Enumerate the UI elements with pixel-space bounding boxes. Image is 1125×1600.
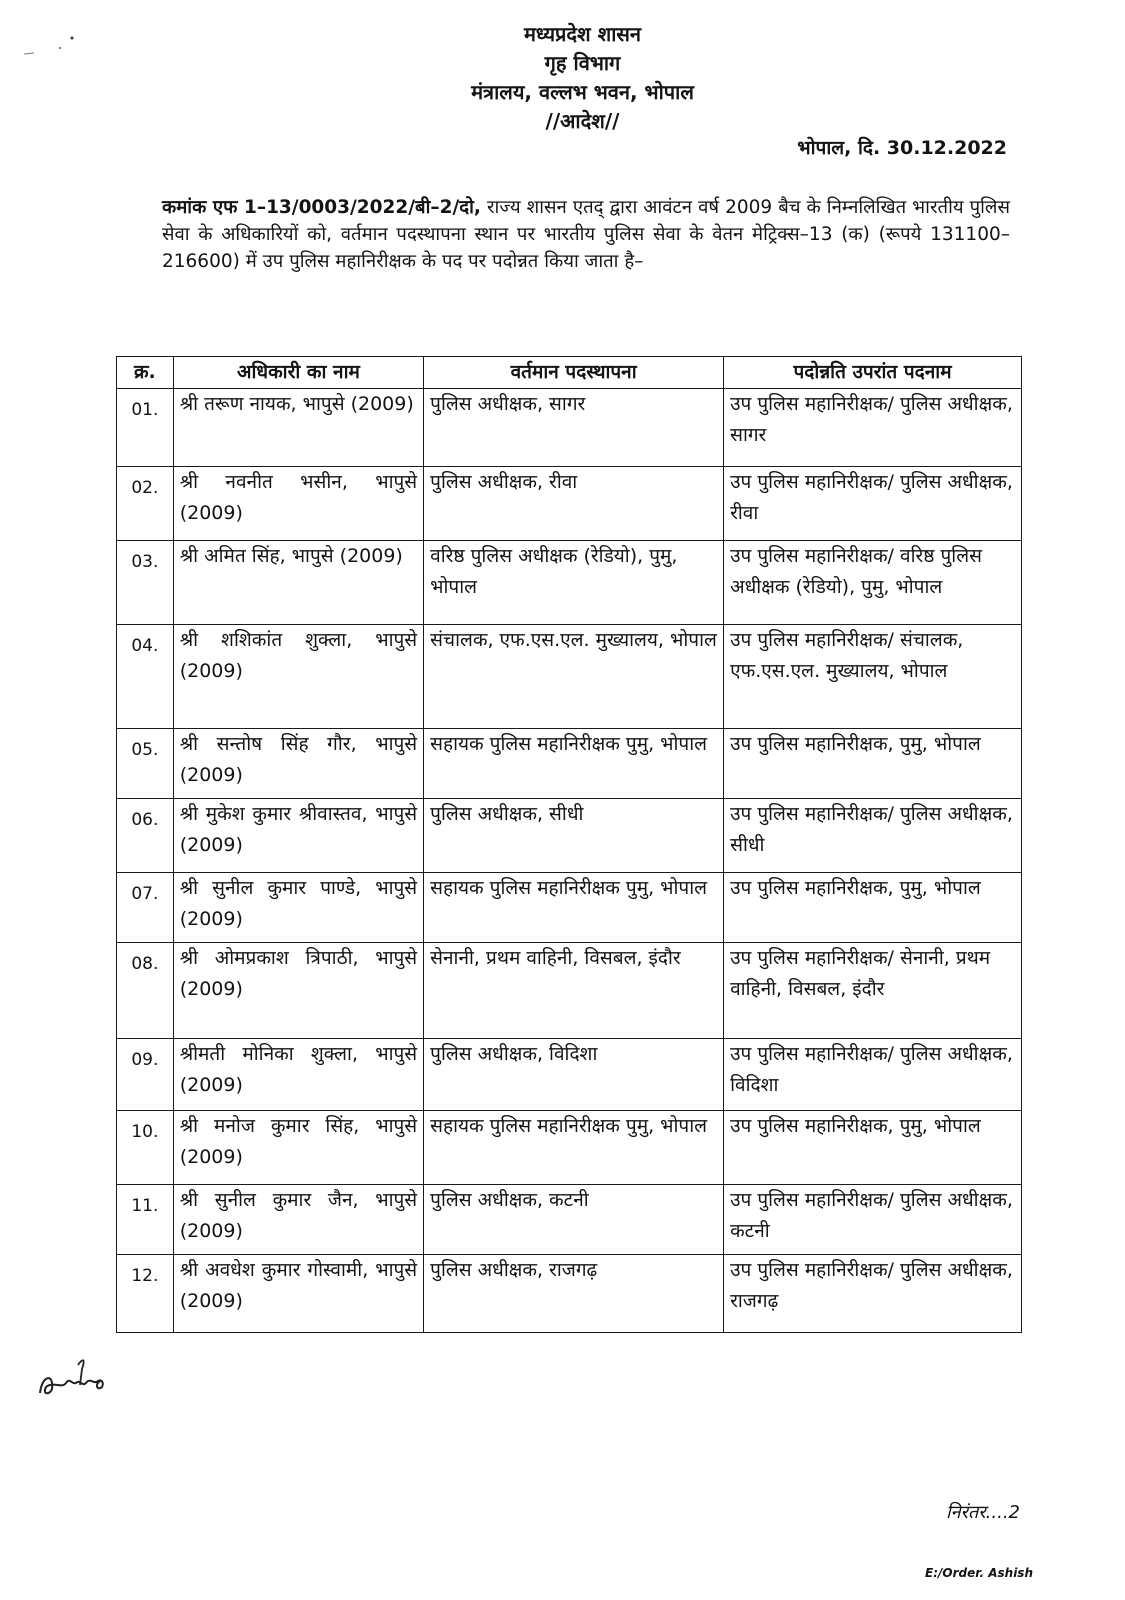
order-reference-number: कमांक एफ 1–13/0003/2022/बी–2/दो, <box>162 197 481 218</box>
officer-name-cell: श्री ओमप्रकाश त्रिपाठी, भापुसे (2009) <box>173 943 423 1039</box>
table-row <box>117 1039 1022 1111</box>
officer-name-cell: श्री अमित सिंह, भापुसे (2009) <box>173 541 423 625</box>
officer-name-cell: श्रीमती मोनिका शुक्ला, भापुसे (2009) <box>173 1039 423 1111</box>
table-row <box>117 1185 1022 1255</box>
table-row <box>117 467 1022 541</box>
serial-number-cell: 08. <box>117 943 174 1039</box>
promoted-designation-cell: उप पुलिस महानिरीक्षक/ पुलिस अधीक्षक, कटनी <box>724 1185 1022 1255</box>
officer-name-cell: श्री नवनीत भसीन, भापुसे (2009) <box>173 467 423 541</box>
serial-number-cell: 06. <box>117 799 174 873</box>
current-posting-cell: सेनानी, प्रथम वाहिनी, विसबल, इंदौर <box>424 943 724 1039</box>
current-posting-cell: पुलिस अधीक्षक, सीधी <box>424 799 724 873</box>
ministry-address: मंत्रालय, वल्लभ भवन, भोपाल <box>471 80 694 104</box>
current-posting-cell: पुलिस अधीक्षक, कटनी <box>424 1185 724 1255</box>
header-officer-name: अधिकारी का नाम <box>173 357 423 389</box>
promoted-designation-cell: उप पुलिस महानिरीक्षक/ संचालक, एफ.एस.एल. मुख्यालय, भोपाल <box>724 625 1022 729</box>
serial-number-cell: 07. <box>117 873 174 943</box>
table-row <box>117 729 1022 799</box>
serial-number-cell: 01. <box>117 389 174 467</box>
table-row <box>117 799 1022 873</box>
serial-number-cell: 04. <box>117 625 174 729</box>
promoted-designation-cell: उप पुलिस महानिरीक्षक/ पुलिस अधीक्षक, रीवा <box>724 467 1022 541</box>
serial-number-cell: 10. <box>117 1111 174 1185</box>
serial-number-cell: 12. <box>117 1255 174 1333</box>
promoted-designation-cell: उप पुलिस महानिरीक्षक/ पुलिस अधीक्षक, राजगढ़ <box>724 1255 1022 1333</box>
letterhead <box>0 20 1125 136</box>
current-posting-cell: सहायक पुलिस महानिरीक्षक पुमु, भोपाल <box>424 873 724 943</box>
current-posting-cell: पुलिस अधीक्षक, रीवा <box>424 467 724 541</box>
officer-name-cell: श्री मुकेश कुमार श्रीवास्तव, भापुसे (2009) <box>173 799 423 873</box>
current-posting-cell: पुलिस अधीक्षक, विदिशा <box>424 1039 724 1111</box>
officer-name-cell: श्री सुनील कुमार जैन, भापुसे (2009) <box>173 1185 423 1255</box>
officer-name-cell: श्री शशिकांत शुक्ला, भापुसे (2009) <box>173 625 423 729</box>
serial-number-cell: 11. <box>117 1185 174 1255</box>
promotion-table <box>116 356 1022 1333</box>
officer-name-cell: श्री मनोज कुमार सिंह, भापुसे (2009) <box>173 1111 423 1185</box>
file-reference: E:/Order. Ashish <box>925 1566 1033 1580</box>
current-posting-cell: सहायक पुलिस महानिरीक्षक पुमु, भोपाल <box>424 1111 724 1185</box>
officer-name-cell: श्री अवधेश कुमार गोस्वामी, भापुसे (2009) <box>173 1255 423 1333</box>
promoted-designation-cell: उप पुलिस महानिरीक्षक, पुमु, भोपाल <box>724 729 1022 799</box>
promoted-designation-cell: उप पुलिस महानिरीक्षक/ पुलिस अधीक्षक, सागर <box>724 389 1022 467</box>
table-row <box>117 943 1022 1039</box>
promoted-designation-cell: उप पुलिस महानिरीक्षक, पुमु, भोपाल <box>724 873 1022 943</box>
handwritten-signature <box>32 1355 122 1405</box>
serial-number-cell: 05. <box>117 729 174 799</box>
officer-name-cell: श्री सुनील कुमार पाण्डे, भापुसे (2009) <box>173 873 423 943</box>
table-row <box>117 625 1022 729</box>
order-date: भोपाल, दि. 30.12.2022 <box>797 137 1007 159</box>
current-posting-cell: पुलिस अधीक्षक, राजगढ़ <box>424 1255 724 1333</box>
current-posting-cell: सहायक पुलिस महानिरीक्षक पुमु, भोपाल <box>424 729 724 799</box>
header-serial: क्र. <box>117 357 174 389</box>
officer-name-cell: श्री सन्तोष सिंह गौर, भापुसे (2009) <box>173 729 423 799</box>
current-posting-cell: वरिष्ठ पुलिस अधीक्षक (रेडियो), पुमु, भोपाल <box>424 541 724 625</box>
table-row <box>117 1255 1022 1333</box>
header-current-posting: वर्तमान पदस्थापना <box>424 357 724 389</box>
current-posting-cell: पुलिस अधीक्षक, सागर <box>424 389 724 467</box>
order-paragraph <box>162 194 1010 275</box>
government-title: मध्यप्रदेश शासन <box>523 22 642 46</box>
order-text: राज्य शासन एतद् द्वारा आवंटन वर्ष 2009 बैच के निम्नलिखित भारतीय पुलिस सेवा के अधिकारियों को, वर्तमान पदस्थापना स्थान पर भारतीय पुलिस सेवा के वेतन मेट्रिक्स–13 (क) (रूपये 131100–216600) में उप पुलिस महानिरीक्षक के पद पर पदोन्नत किया जाता है– <box>162 197 1010 272</box>
promoted-designation-cell: उप पुलिस महानिरीक्षक/ पुलिस अधीक्षक, विदिशा <box>724 1039 1022 1111</box>
serial-number-cell: 09. <box>117 1039 174 1111</box>
promoted-designation-cell: उप पुलिस महानिरीक्षक/ सेनानी, प्रथम वाहिनी, विसबल, इंदौर <box>724 943 1022 1039</box>
officer-name-cell: श्री तरूण नायक, भापुसे (2009) <box>173 389 423 467</box>
promoted-designation-cell: उप पुलिस महानिरीक्षक, पुमु, भोपाल <box>724 1111 1022 1185</box>
order-heading: //आदेश// <box>545 109 620 133</box>
table-row <box>117 389 1022 467</box>
serial-number-cell: 02. <box>117 467 174 541</box>
table-row <box>117 1111 1022 1185</box>
serial-number-cell: 03. <box>117 541 174 625</box>
promoted-designation-cell: उप पुलिस महानिरीक्षक/ पुलिस अधीक्षक, सीधी <box>724 799 1022 873</box>
table-header-row <box>117 357 1022 389</box>
table-row <box>117 873 1022 943</box>
current-posting-cell: संचालक, एफ.एस.एल. मुख्यालय, भोपाल <box>424 625 724 729</box>
table-body <box>117 389 1022 1333</box>
continuation-note: निरंतर....2 <box>946 1502 1020 1523</box>
header-promoted-designation: पदोन्नति उपरांत पदनाम <box>724 357 1022 389</box>
department-title: गृह विभाग <box>544 51 621 75</box>
table-row <box>117 541 1022 625</box>
promoted-designation-cell: उप पुलिस महानिरीक्षक/ वरिष्ठ पुलिस अधीक्षक (रेडियो), पुमु, भोपाल <box>724 541 1022 625</box>
